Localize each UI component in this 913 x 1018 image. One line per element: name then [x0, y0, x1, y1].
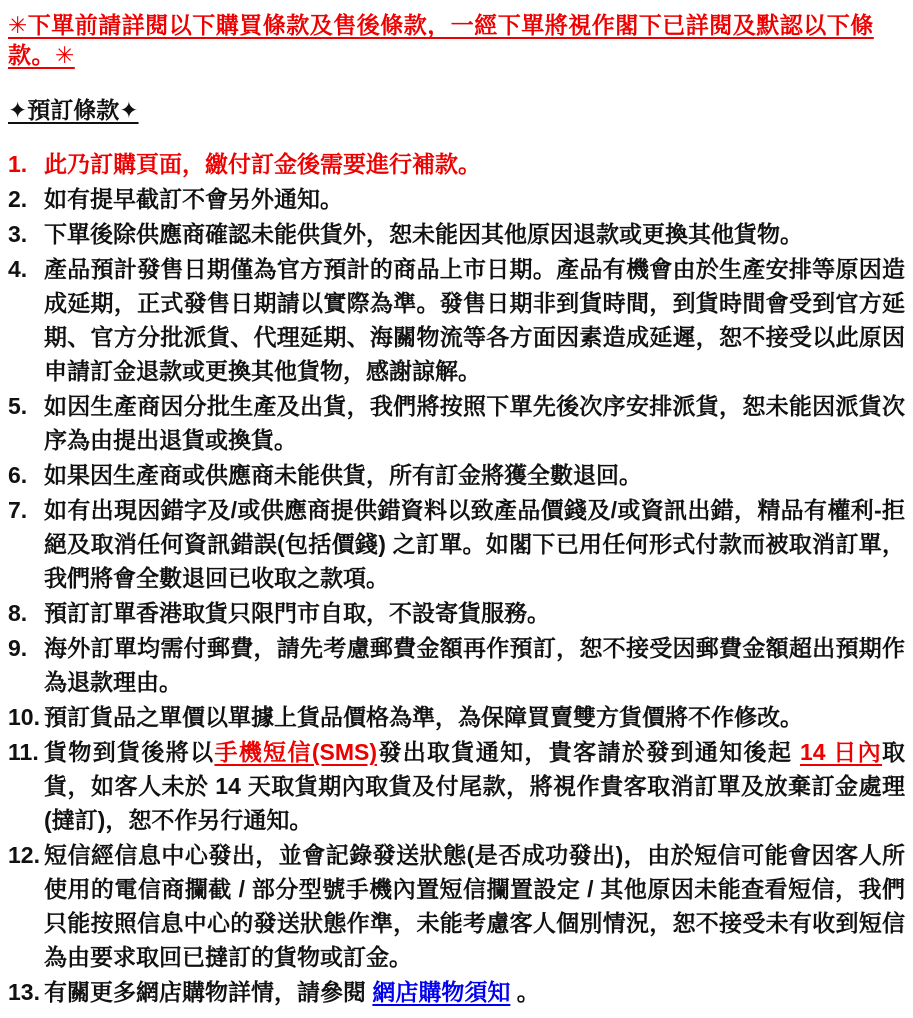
terms-list [8, 147, 905, 1009]
term-text [44, 458, 905, 492]
term-number: 11. [8, 739, 39, 765]
term-text [44, 147, 905, 181]
term-text [44, 735, 905, 837]
term-number: 5. [8, 393, 28, 419]
term-segment: 預訂貨品之單價以單據上貨品價格為準，為保障買賣雙方貨價將不作修改。 [44, 704, 803, 730]
term-text [44, 217, 905, 251]
term-segment: 海外訂單均需付郵費，請先考慮郵費金額再作預訂，恕不接受因郵費金額超出預期作為退款理由。 [44, 635, 905, 695]
shop-guide-link[interactable]: 網店購物須知 [372, 979, 511, 1005]
term-item [8, 631, 905, 699]
section-title-preorder-terms: ✦預訂條款✦ [8, 97, 139, 123]
term-segment: 短信經信息中心發出，並會記錄發送狀態(是否成功發出)，由於短信可能會因客人所使用的電信商攔截 / 部分型號手機內置短信攔置設定 / 其他原因未能查看短信，我們只能按照信息中心的發送狀態作準，未能考慮客人個別情況，恕不接受未有收到短信為由要求取回已撻訂的貨物或訂金。 [44, 842, 905, 970]
highlighted-red-text: 手機短信(SMS) [214, 739, 377, 765]
term-item [8, 458, 905, 492]
term-segment: 發出取貨通知，貴客請於發到通知後起 [377, 739, 800, 765]
term-segment: 此乃訂購頁面，繳付訂金後需要進行補款。 [44, 151, 481, 177]
term-segment: 有關更多網店購物詳情，請參閱 [44, 979, 373, 1005]
term-item [8, 700, 905, 734]
term-number: 8. [8, 600, 28, 626]
term-number: 9. [8, 635, 28, 661]
term-item [8, 389, 905, 457]
term-item [8, 838, 905, 974]
term-segment: 如有提早截訂不會另外通知。 [44, 186, 343, 212]
term-item [8, 975, 905, 1009]
term-item [8, 182, 905, 216]
term-number: 7. [8, 497, 28, 523]
term-item [8, 735, 905, 837]
term-text [44, 596, 905, 630]
term-item [8, 493, 905, 595]
term-text [44, 838, 905, 974]
term-text [44, 631, 905, 699]
term-number: 13. [8, 979, 40, 1005]
term-text [44, 252, 905, 388]
term-text [44, 389, 905, 457]
term-number: 10. [8, 704, 40, 730]
pre-order-warning-banner: ✳下單前請詳閱以下購買條款及售後條款，一經下單將視作閣下已詳閱及默認以下條款。✳ [8, 12, 874, 68]
term-number: 1. [8, 151, 28, 177]
highlighted-red-text: 14 日內 [799, 739, 882, 765]
term-segment: 下單後除供應商確認未能供貨外，恕未能因其他原因退款或更換其他貨物。 [44, 221, 803, 247]
term-item [8, 147, 905, 181]
term-segment: 如因生產商因分批生產及出貨，我們將按照下單先後次序安排派貨，恕未能因派貨次序為由提出退貨或換貨。 [44, 393, 905, 453]
term-segment: 如果因生產商或供應商未能供貨，所有訂金將獲全數退回。 [44, 462, 642, 488]
term-item [8, 252, 905, 388]
term-segment: 如有出現因錯字及/或供應商提供錯資料以致產品價錢及/或資訊出錯，精品有權利-拒絕及取消任何資訊錯誤(包括價錢) 之訂單。如閣下已用任何形式付款而被取消訂單，我們將會全數退回已收取之款項。 [44, 497, 905, 591]
term-segment: 貨物到貨後將以 [44, 739, 215, 765]
term-text [44, 493, 905, 595]
term-number: 6. [8, 462, 28, 488]
term-number: 3. [8, 221, 28, 247]
term-segment: 取貨，如客人未於 14 天取貨期內取貨及付尾款，將視作貴客取消訂單及放棄訂金處理(撻訂)，恕不作另行通知。 [44, 739, 905, 833]
term-number: 4. [8, 256, 28, 282]
term-segment: 預訂訂單香港取貨只限門市自取，不設寄貨服務。 [44, 600, 550, 626]
term-item [8, 596, 905, 630]
term-segment: 。 [510, 979, 540, 1005]
term-text [44, 700, 905, 734]
term-item [8, 217, 905, 251]
term-text [44, 182, 905, 216]
term-number: 2. [8, 186, 28, 212]
term-number: 12. [8, 842, 40, 868]
term-text [44, 975, 905, 1009]
term-segment: 產品預計發售日期僅為官方預計的商品上市日期。產品有機會由於生產安排等原因造成延期，正式發售日期請以實際為準。發售日期非到貨時間，到貨時間會受到官方延期、官方分批派貨、代理延期、海關物流等各方面因素造成延遲，恕不接受以此原因申請訂金退款或更換其他貨物，感謝諒解。 [44, 256, 905, 384]
